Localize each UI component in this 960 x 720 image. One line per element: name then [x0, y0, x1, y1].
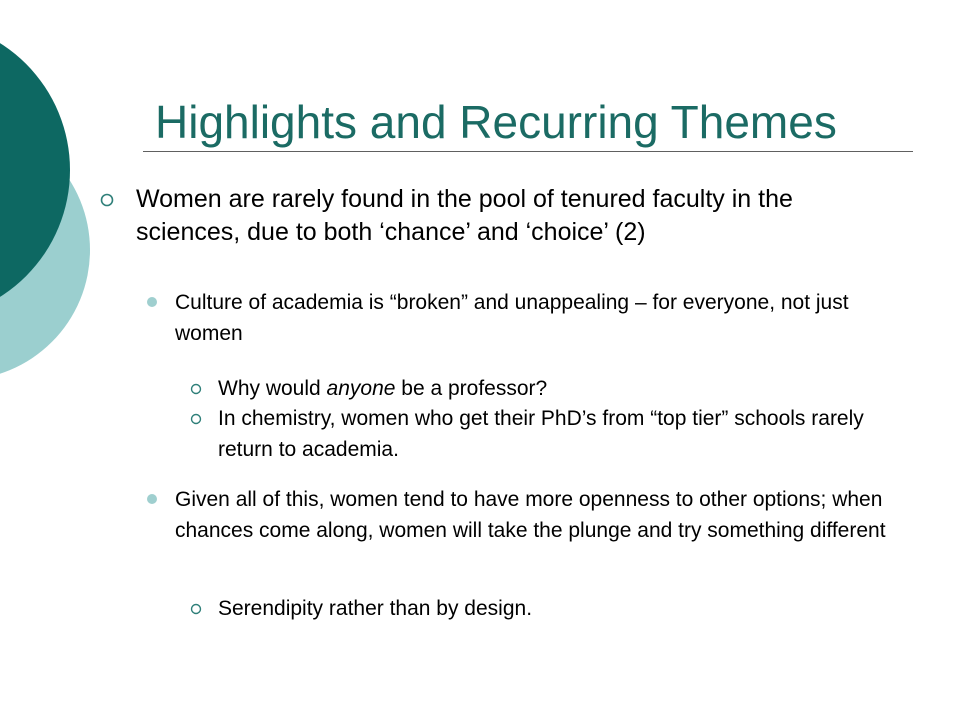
- hollow-circle-bullet-icon: [100, 193, 114, 207]
- bullet-text: Given all of this, women tend to have more openness to other options; when chances come along, women will take the plunge and try something different: [175, 488, 886, 542]
- why-text-start: Why would: [218, 377, 327, 400]
- bullet-text: Serendipity rather than by design.: [218, 597, 533, 620]
- bullet-text: Women are rarely found in the pool of tenured faculty in the sciences, due to both ‘chance’ and ‘choice’ (2): [136, 185, 793, 246]
- bullet-level2-given-all: [147, 484, 887, 546]
- hollow-circle-bullet-icon: [190, 603, 202, 615]
- bullet-level3-why-professor: [190, 374, 890, 403]
- bullet-text: In chemistry, women who get their PhD’s from “top tier” schools rarely return to academia.: [218, 407, 864, 461]
- filled-dot-bullet-icon: [147, 494, 157, 504]
- bullet-text: [218, 374, 890, 403]
- title-underline: [143, 151, 913, 152]
- hollow-circle-bullet-icon: [190, 413, 202, 425]
- why-text-emphasis: anyone: [326, 377, 396, 400]
- filled-dot-bullet-icon: [147, 297, 157, 307]
- bullet-level3-chemistry: [190, 403, 890, 465]
- hollow-circle-bullet-icon: [190, 383, 202, 395]
- bullet-level2-culture: [147, 287, 867, 349]
- why-text-end: be a professor?: [395, 377, 548, 400]
- bullet-text: Culture of academia is “broken” and unappealing – for everyone, not just women: [175, 291, 849, 345]
- slide-title: Highlights and Recurring Themes: [155, 96, 837, 148]
- bullet-level3-serendipity: [190, 594, 890, 623]
- bullet-level1-women-rarely-found: [100, 183, 900, 249]
